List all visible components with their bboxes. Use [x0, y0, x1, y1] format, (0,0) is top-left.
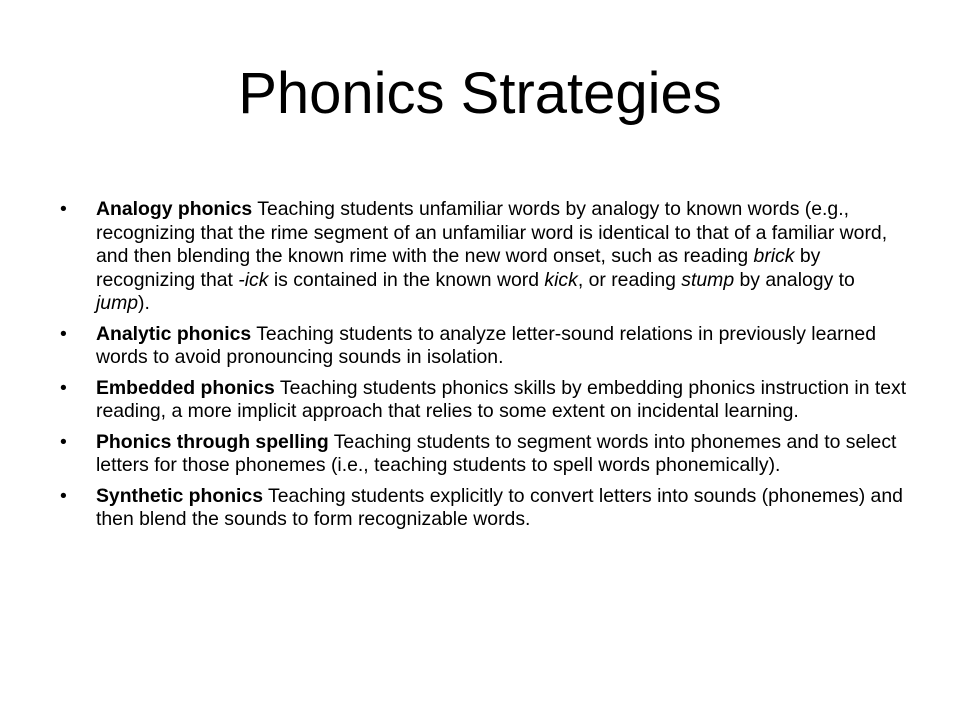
bullet-text: Teaching students unfamiliar words by analogy to known words (e.g., recognizing that the rime segment of an unfamiliar word is identical to that of a familiar word, and then blending the known rime with the new word onset, such as reading	[96, 198, 888, 267]
slide-title: Phonics Strategies	[238, 61, 722, 126]
bullet-list	[60, 198, 910, 539]
bullet-synthetic-phonics	[60, 485, 910, 532]
bullet-icon: •	[60, 322, 67, 345]
bullet-icon: •	[60, 430, 67, 453]
example-word-brick: brick	[753, 245, 795, 267]
bullet-text: by analogy to	[734, 268, 855, 291]
bullet-text: Teaching students explicitly to convert letters into sounds (phonemes) and then blend the sounds to form recognizable words.	[96, 484, 903, 530]
bullet-embedded-phonics	[60, 377, 910, 424]
bullet-term: Embedded phonics	[96, 376, 275, 399]
bullet-text: by recognizing that	[96, 245, 821, 291]
bullet-text: Teaching students to segment words into phonemes and to select letters for those phonemes (i.e., teaching students to spell words phonemically).	[96, 430, 897, 476]
bullet-text: Teaching students phonics skills by embedding phonics instruction in text reading, a more implicit approach that relies to some extent on incidental learning.	[96, 376, 907, 422]
bullet-term: Phonics through spelling	[96, 430, 329, 453]
example-rime-ick: -ick	[238, 268, 269, 291]
bullet-icon: •	[60, 484, 67, 507]
bullet-icon: •	[60, 198, 67, 220]
bullet-analogy-phonics	[60, 198, 910, 316]
bullet-term: Analytic phonics	[96, 322, 252, 345]
bullet-text: is contained in the known word	[268, 268, 545, 291]
bullet-text: ).	[138, 292, 150, 314]
bullet-phonics-through-spelling	[60, 431, 910, 478]
bullet-term: Analogy phonics	[96, 198, 253, 220]
bullet-text: Teaching students to analyze letter-sound relations in previously learned words to avoid pronouncing sounds in isolation.	[96, 322, 876, 368]
bullet-term: Synthetic phonics	[96, 484, 263, 507]
example-word-stump: stump	[681, 268, 735, 291]
example-word-jump: jump	[96, 292, 139, 314]
example-word-kick: kick	[544, 268, 578, 291]
bullet-icon: •	[60, 376, 67, 399]
bullet-analytic-phonics	[60, 323, 910, 370]
bullet-text: , or reading	[577, 268, 682, 291]
